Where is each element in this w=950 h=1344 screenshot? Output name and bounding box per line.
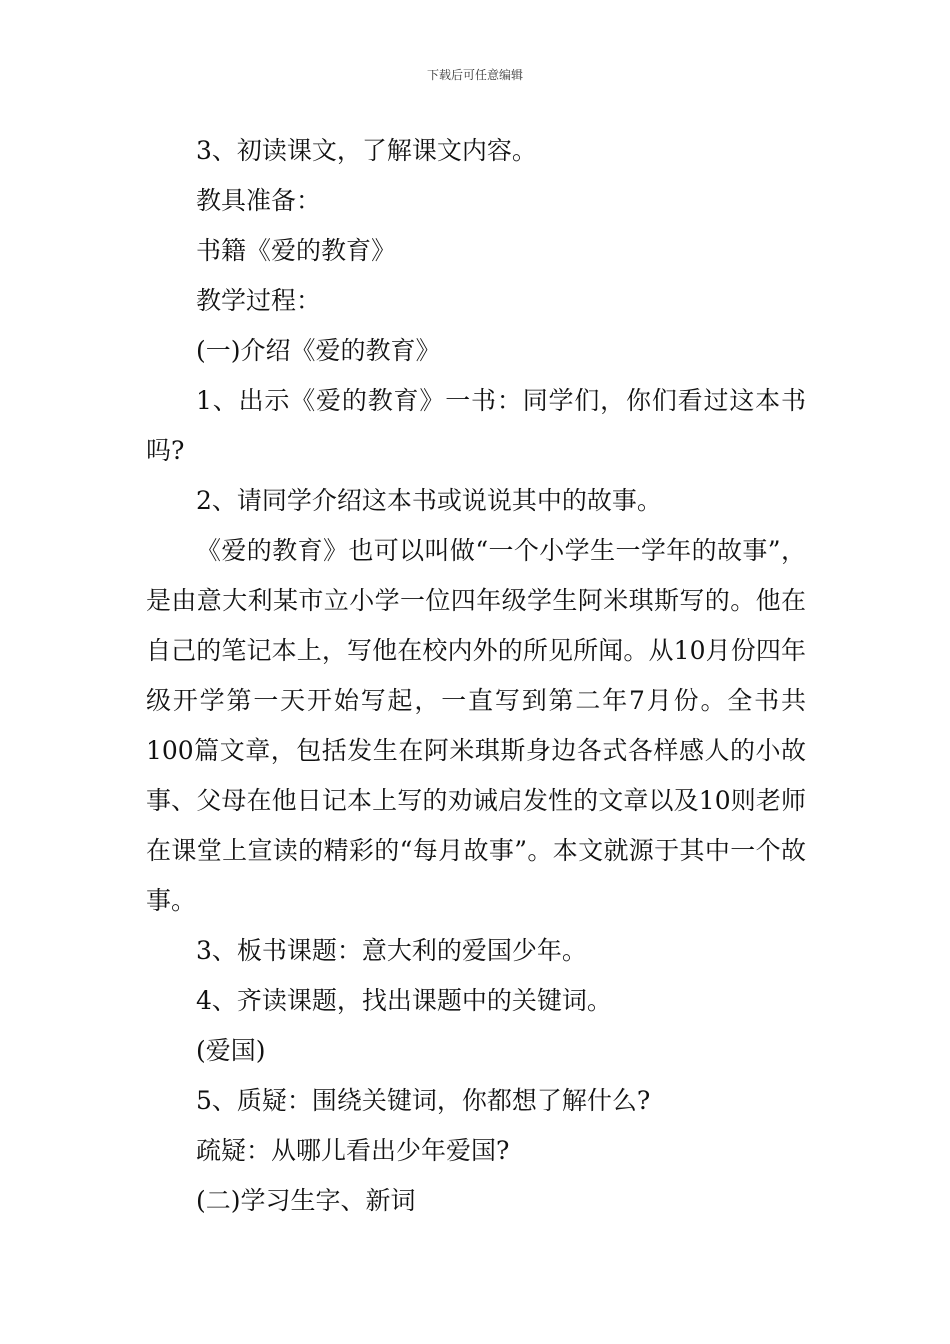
paragraph: (一)介绍《爱的教育》 — [196, 336, 441, 365]
paragraph: 5、质疑：围绕关键词，你都想了解什么? — [196, 1086, 651, 1115]
paragraph: 3、板书课题：意大利的爱国少年。 — [196, 936, 587, 965]
document-body — [146, 126, 806, 1226]
paragraph: 教具准备： — [196, 186, 322, 215]
paragraph: 2、请同学介绍这本书或说说其中的故事。 — [196, 486, 662, 515]
paragraph: 《爱的教育》也可以叫做“一个小学生一学年的故事”，是由意大利某市立小学一位四年级学生阿米琪斯写的。他在自己的笔记本上，写他在校内外的所见所闻。从10月份四年级开学第一天开始写起，一直写到第二年7月份。全书共100篇文章，包括发生在阿米琪斯身边各式各样感人的小故事、父母在他日记本上写的劝诫启发性的文章以及10则老师在课堂上宣读的精彩的“每月故事”。本文就源于其中一个故事。 — [146, 536, 806, 915]
paragraph: 疏疑：从哪儿看出少年爱国? — [196, 1136, 510, 1165]
paragraph: 书籍《爱的教育》 — [196, 236, 397, 265]
paragraph: 4、齐读课题，找出课题中的关键词。 — [196, 986, 612, 1015]
paragraph: 教学过程： — [196, 286, 322, 315]
paragraph: 1、出示《爱的教育》一书：同学们，你们看过这本书吗? — [146, 386, 806, 465]
paragraph: 3、初读课文，了解课文内容。 — [196, 136, 537, 165]
paragraph: (爱国) — [196, 1036, 266, 1065]
paragraph: (二)学习生字、新词 — [196, 1186, 416, 1215]
page-header-note: 下载后可任意编辑 — [426, 68, 523, 82]
